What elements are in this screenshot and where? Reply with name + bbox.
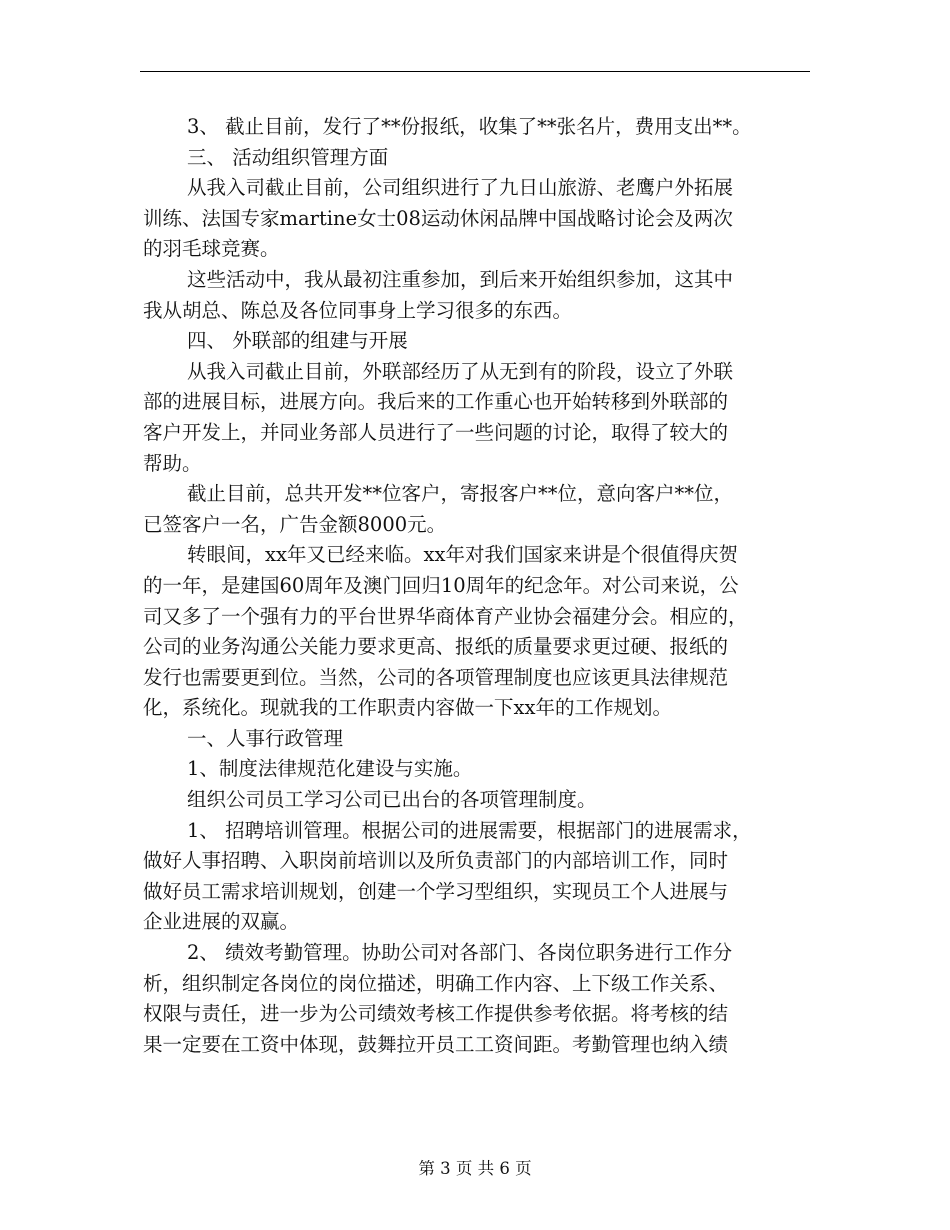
text-line: 做好员工需求培训规划，创建一个学习型组织，实现员工个人进展与 [143,879,729,903]
text-line: 截止目前，总共开发**位客户，寄报客户**位，意向客户**位， [187,482,734,506]
text-line: 我从胡总、陈总及各位同事身上学习很多的东西。 [143,298,573,322]
text-line: 1、制度法律规范化建设与实施。 [187,757,473,781]
text-line: 转眼间，xx年又已经来临。xx年对我们国家来讲是个很值得庆贺 [187,543,738,567]
text-line: 发行也需要更到位。当然，公司的各项管理制度也应该更具法律规范 [143,665,729,689]
text-line: 训练、法国专家martine女士08运动休闲品牌中国战略讨论会及两次 [143,206,733,230]
text-line: 司又多了一个强有力的平台世界华商体育产业协会福建分会。相应的， [143,604,748,628]
text-line: 部的进展目标，进展方向。我后来的工作重心也开始转移到外联部的 [143,390,729,414]
text-line: 已签客户一名，广告金额8000元。 [143,512,447,536]
text-line: 的一年，是建国60周年及澳门回归10周年的纪念年。对公司来说，公 [143,573,739,597]
text-line: 的羽毛球竞赛。 [143,237,280,261]
section-heading: 四、 外联部的组建与开展 [187,329,408,353]
text-line: 做好人事招聘、入职岗前培训以及所负责部门的内部培训工作，同时 [143,849,729,873]
text-line: 这些活动中，我从最初注重参加，到后来开始组织参加，这其中 [187,267,734,291]
section-heading: 一、人事行政管理 [187,726,344,750]
text-line: 从我入司截止目前，公司组织进行了九日山旅游、老鹰户外拓展 [187,176,734,200]
text-line: 帮助。 [143,451,202,475]
text-line: 从我入司截止目前，外联部经历了从无到有的阶段，设立了外联 [187,359,734,383]
section-heading: 三、 活动组织管理方面 [187,145,389,169]
text-line: 组织公司员工学习公司已出台的各项管理制度。 [187,788,597,812]
text-line: 化，系统化。现就我的工作职责内容做一下xx年的工作规划。 [143,696,672,720]
header-rule [140,71,810,72]
text-line: 果一定要在工资中体现，鼓舞拉开员工工资间距。考勤管理也纳入绩 [143,1032,729,1056]
text-line: 析，组织制定各岗位的岗位描述，明确工作内容、上下级工作关系、 [143,971,729,995]
text-line: 客户开发上，并同业务部人员进行了一些问题的讨论，取得了较大的 [143,420,729,444]
text-line: 公司的业务沟通公关能力要求更高、报纸的质量要求更过硬、报纸的 [143,635,729,659]
page-number-footer: 第 3 页 共 6 页 [418,1159,532,1178]
text-line: 3、 截止目前，发行了**份报纸，收集了**张名片，费用支出**。 [187,115,752,138]
text-line: 企业进展的双赢。 [143,910,300,934]
text-line: 权限与责任，进一步为公司绩效考核工作提供参考依据。将考核的结 [143,1002,729,1026]
text-line: 1、 招聘培训管理。根据公司的进展需要，根据部门的进展需求， [187,818,752,842]
document-body [143,112,809,1060]
text-line: 2、 绩效考勤管理。协助公司对各部门、各岗位职务进行工作分 [187,941,733,965]
